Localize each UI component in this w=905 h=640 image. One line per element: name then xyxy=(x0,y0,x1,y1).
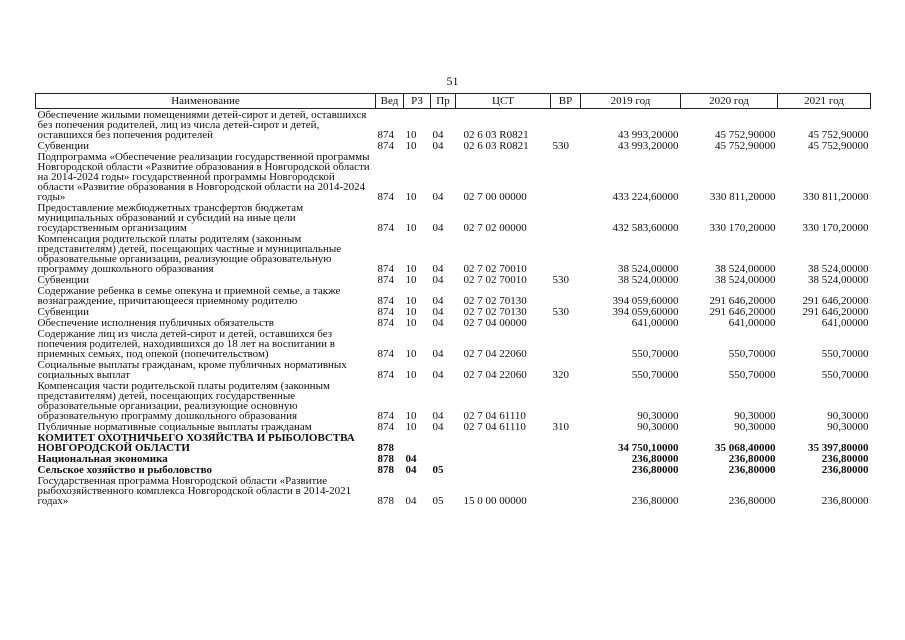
cell-2020: 330 811,20000 xyxy=(709,191,776,203)
cell-2020: 236,80000 xyxy=(728,453,776,465)
cell-ved: 874 xyxy=(377,295,394,307)
table-row xyxy=(36,140,871,151)
cell-2019: 43 993,20000 xyxy=(618,129,679,141)
cell-rz: 10 xyxy=(405,295,417,307)
cell-ved: 878 xyxy=(377,442,394,454)
cell-2021: 641,00000 xyxy=(821,317,869,329)
cell-vr: 310 xyxy=(552,421,569,433)
cell-cst xyxy=(456,453,551,464)
cell-cst: 02 7 04 61110 xyxy=(463,410,526,422)
header-rz: РЗ xyxy=(404,94,431,109)
cell-ved: 874 xyxy=(377,369,394,381)
table-header xyxy=(36,94,871,109)
cell-cst: 02 7 02 70130 xyxy=(463,306,527,318)
cell-2020: 38 524,00000 xyxy=(715,274,776,286)
cell-2020: 550,70000 xyxy=(728,369,776,381)
cell-rz: 10 xyxy=(405,317,417,329)
cell-ved: 878 xyxy=(377,453,394,465)
cell-ved: 874 xyxy=(377,263,394,275)
header-pr: Пр xyxy=(431,94,456,109)
cell-2020: 236,80000 xyxy=(728,495,776,507)
table-row xyxy=(36,380,871,421)
cell-cst: 02 7 04 00000 xyxy=(463,317,527,329)
cell-rz: 04 xyxy=(405,495,417,507)
cell-cst: 02 7 02 70130 xyxy=(463,295,527,307)
cell-vr xyxy=(551,151,581,202)
cell-rz: 04 xyxy=(405,453,417,465)
cell-ved: 874 xyxy=(377,274,394,286)
cell-vr xyxy=(551,453,581,464)
header-name: Наименование xyxy=(36,94,376,109)
header-2020: 2020 год xyxy=(681,94,778,109)
cell-rz: 10 xyxy=(405,263,417,275)
cell-pr: 04 xyxy=(432,140,444,152)
cell-pr: 04 xyxy=(432,222,444,234)
cell-2020: 45 752,90000 xyxy=(715,140,776,152)
cell-ved: 874 xyxy=(377,129,394,141)
cell-2021: 550,70000 xyxy=(821,369,869,381)
cell-2021: 236,80000 xyxy=(821,495,869,507)
cell-name: Компенсация родительской платы родителям (законным представителям) детей, посещающих частные и муниципальные образовательные организации, реализующие образовательную программу дошкольного образования xyxy=(37,233,342,275)
cell-rz: 10 xyxy=(405,222,417,234)
cell-vr: 530 xyxy=(552,274,569,286)
cell-2020: 291 646,20000 xyxy=(709,295,776,307)
table-row xyxy=(36,317,871,328)
cell-pr: 04 xyxy=(432,274,444,286)
cell-ved: 874 xyxy=(377,421,394,433)
header-ved: Вед xyxy=(376,94,404,109)
cell-rz xyxy=(404,432,431,453)
cell-ved: 874 xyxy=(377,306,394,318)
cell-pr: 04 xyxy=(432,410,444,422)
cell-2021: 236,80000 xyxy=(821,453,869,465)
cell-2019: 433 224,60000 xyxy=(612,191,679,203)
cell-pr xyxy=(431,453,456,464)
cell-2019: 236,80000 xyxy=(631,453,679,465)
cell-2019: 550,70000 xyxy=(631,369,679,381)
cell-vr xyxy=(551,285,581,306)
table-row xyxy=(36,464,871,475)
cell-rz: 10 xyxy=(405,191,417,203)
cell-cst: 02 7 00 00000 xyxy=(463,191,527,203)
cell-2019: 34 750,10000 xyxy=(618,442,679,454)
cell-2020: 291 646,20000 xyxy=(709,306,776,318)
cell-2021: 291 646,20000 xyxy=(802,306,869,318)
cell-vr: 530 xyxy=(552,306,569,318)
cell-2021: 330 170,20000 xyxy=(802,222,869,234)
cell-name: Содержание лиц из числа детей-сирот и детей, оставшихся без попечения родителей, находившихся до 18 лет на воспитании в приемных семьях, под опекой (попечительством) xyxy=(37,328,335,360)
cell-2021: 550,70000 xyxy=(821,348,869,360)
header-cst: ЦСТ xyxy=(456,94,551,109)
table-body xyxy=(36,109,871,507)
cell-rz: 10 xyxy=(405,274,417,286)
header-row xyxy=(36,94,871,109)
cell-2021: 45 752,90000 xyxy=(808,140,869,152)
table-row xyxy=(36,274,871,285)
cell-rz: 10 xyxy=(405,140,417,152)
cell-name: Содержание ребенка в семье опекуна и приемной семье, а также вознаграждение, причитающееся приемному родителю xyxy=(37,285,341,307)
cell-2020: 90,30000 xyxy=(734,410,776,422)
cell-vr: 320 xyxy=(552,369,569,381)
cell-ved: 878 xyxy=(377,495,394,507)
cell-name: Национальная экономика xyxy=(37,453,168,465)
cell-vr xyxy=(551,380,581,421)
cell-pr: 05 xyxy=(432,495,444,507)
cell-name: КОМИТЕТ ОХОТНИЧЬЕГО ХОЗЯЙСТВА И РЫБОЛОВСТВА НОВГОРОДСКОЙ ОБЛАСТИ xyxy=(37,432,355,454)
table-row xyxy=(36,233,871,274)
cell-name: Государственная программа Новгородской области «Развитие рыбохозяйственного комплекса Новгородской области в 2014-2021 годах» xyxy=(37,475,352,507)
cell-2021: 38 524,00000 xyxy=(808,274,869,286)
table-row xyxy=(36,151,871,202)
cell-2019: 236,80000 xyxy=(631,495,679,507)
cell-pr: 04 xyxy=(432,369,444,381)
table-row xyxy=(36,306,871,317)
cell-pr: 04 xyxy=(432,348,444,360)
cell-2020: 550,70000 xyxy=(728,348,776,360)
cell-ved: 874 xyxy=(377,348,394,360)
cell-cst: 02 7 02 70010 xyxy=(463,263,527,275)
table-row xyxy=(36,421,871,432)
cell-name: Субвенции xyxy=(37,306,90,318)
cell-vr xyxy=(551,328,581,359)
cell-pr: 04 xyxy=(432,317,444,329)
cell-pr: 04 xyxy=(432,295,444,307)
cell-2020: 236,80000 xyxy=(728,464,776,476)
cell-vr xyxy=(551,432,581,453)
cell-pr: 04 xyxy=(432,421,444,433)
table-row xyxy=(36,285,871,306)
cell-name: Субвенции xyxy=(37,274,90,286)
table-row xyxy=(36,453,871,464)
cell-pr: 04 xyxy=(432,191,444,203)
page-number: 51 xyxy=(446,74,459,88)
cell-ved: 874 xyxy=(377,140,394,152)
cell-2019: 641,00000 xyxy=(631,317,679,329)
table-row xyxy=(36,359,871,380)
cell-2021: 330 811,20000 xyxy=(802,191,869,203)
cell-pr: 05 xyxy=(432,464,444,476)
cell-cst: 02 7 04 61110 xyxy=(463,421,526,433)
cell-name: Сельское хозяйство и рыболовство xyxy=(37,464,212,476)
cell-2021: 38 524,00000 xyxy=(808,263,869,275)
cell-2021: 35 397,80000 xyxy=(808,442,869,454)
cell-rz: 10 xyxy=(405,348,417,360)
cell-ved: 874 xyxy=(377,191,394,203)
cell-pr: 04 xyxy=(432,129,444,141)
cell-name: Социальные выплаты гражданам, кроме публичных нормативных социальных выплат xyxy=(37,359,347,381)
cell-2019: 38 524,00000 xyxy=(618,274,679,286)
cell-2019: 394 059,60000 xyxy=(612,295,679,307)
cell-2019: 236,80000 xyxy=(631,464,679,476)
table-row xyxy=(36,202,871,233)
budget-table xyxy=(35,93,871,506)
cell-name: Подпрограмма «Обеспечение реализации государственной программы Новгородской области «Развитие образования в Новгородской области на 2014-2024 годы» государственной программы Новгородской области «Развитие образования в Новгородской области на 2014-2024 годы» xyxy=(37,151,370,203)
cell-2021: 291 646,20000 xyxy=(802,295,869,307)
cell-2020: 90,30000 xyxy=(734,421,776,433)
cell-vr xyxy=(551,317,581,328)
cell-rz: 10 xyxy=(405,410,417,422)
cell-2019: 38 524,00000 xyxy=(618,263,679,275)
table-row xyxy=(36,432,871,453)
cell-name: Обеспечение исполнения публичных обязательств xyxy=(37,317,275,329)
header-vr: ВР xyxy=(551,94,581,109)
cell-name: Предоставление межбюджетных трансфертов бюджетам муниципальных образований и субсидий на иные цели государственным организациям xyxy=(37,202,304,234)
cell-cst: 02 6 03 R0821 xyxy=(463,129,529,141)
cell-rz: 10 xyxy=(405,306,417,318)
cell-cst: 15 0 00 00000 xyxy=(463,495,527,507)
cell-name: Обеспечение жилыми помещениями детей-сирот и детей, оставшихся без попечения родителей, лиц из числа детей-сирот и детей, оставшихся без попечения родителей xyxy=(37,109,367,141)
cell-name: Компенсация части родительской платы родителям (законным представителям) детей, посещающих государственные образовательные организации, реализующие основную образовательную программу дошкольного образования xyxy=(37,380,330,422)
cell-2020: 641,00000 xyxy=(728,317,776,329)
cell-cst xyxy=(456,464,551,475)
cell-name: Субвенции xyxy=(37,140,90,152)
cell-2020: 45 752,90000 xyxy=(715,129,776,141)
cell-vr xyxy=(551,475,581,506)
cell-2019: 90,30000 xyxy=(637,421,679,433)
cell-pr: 04 xyxy=(432,263,444,275)
cell-rz: 04 xyxy=(405,464,417,476)
cell-2021: 90,30000 xyxy=(827,410,869,422)
header-2019: 2019 год xyxy=(581,94,681,109)
cell-rz: 10 xyxy=(405,421,417,433)
cell-2021: 45 752,90000 xyxy=(808,129,869,141)
cell-2019: 432 583,60000 xyxy=(612,222,679,234)
cell-ved: 874 xyxy=(377,410,394,422)
table-row xyxy=(36,109,871,141)
cell-vr xyxy=(551,202,581,233)
cell-2020: 330 170,20000 xyxy=(709,222,776,234)
table-row xyxy=(36,328,871,359)
cell-vr xyxy=(551,109,581,141)
cell-2019: 394 059,60000 xyxy=(612,306,679,318)
cell-cst: 02 7 04 22060 xyxy=(463,369,527,381)
table-row xyxy=(36,475,871,506)
cell-2021: 236,80000 xyxy=(821,464,869,476)
cell-2021: 90,30000 xyxy=(827,421,869,433)
cell-cst xyxy=(456,432,551,453)
cell-cst: 02 6 03 R0821 xyxy=(463,140,529,152)
cell-rz: 10 xyxy=(405,129,417,141)
header-2021: 2021 год xyxy=(778,94,871,109)
cell-name: Публичные нормативные социальные выплаты гражданам xyxy=(37,421,312,433)
cell-cst: 02 7 02 00000 xyxy=(463,222,527,234)
cell-ved: 874 xyxy=(377,222,394,234)
cell-cst: 02 7 04 22060 xyxy=(463,348,527,360)
cell-ved: 874 xyxy=(377,317,394,329)
cell-pr xyxy=(431,432,456,453)
cell-vr: 530 xyxy=(552,140,569,152)
cell-2020: 35 068,40000 xyxy=(715,442,776,454)
cell-vr xyxy=(551,233,581,274)
cell-2019: 90,30000 xyxy=(637,410,679,422)
cell-2019: 550,70000 xyxy=(631,348,679,360)
cell-cst: 02 7 02 70010 xyxy=(463,274,527,286)
cell-2020: 38 524,00000 xyxy=(715,263,776,275)
cell-rz: 10 xyxy=(405,369,417,381)
cell-ved: 878 xyxy=(377,464,394,476)
cell-pr: 04 xyxy=(432,306,444,318)
cell-vr xyxy=(551,464,581,475)
cell-2019: 43 993,20000 xyxy=(618,140,679,152)
